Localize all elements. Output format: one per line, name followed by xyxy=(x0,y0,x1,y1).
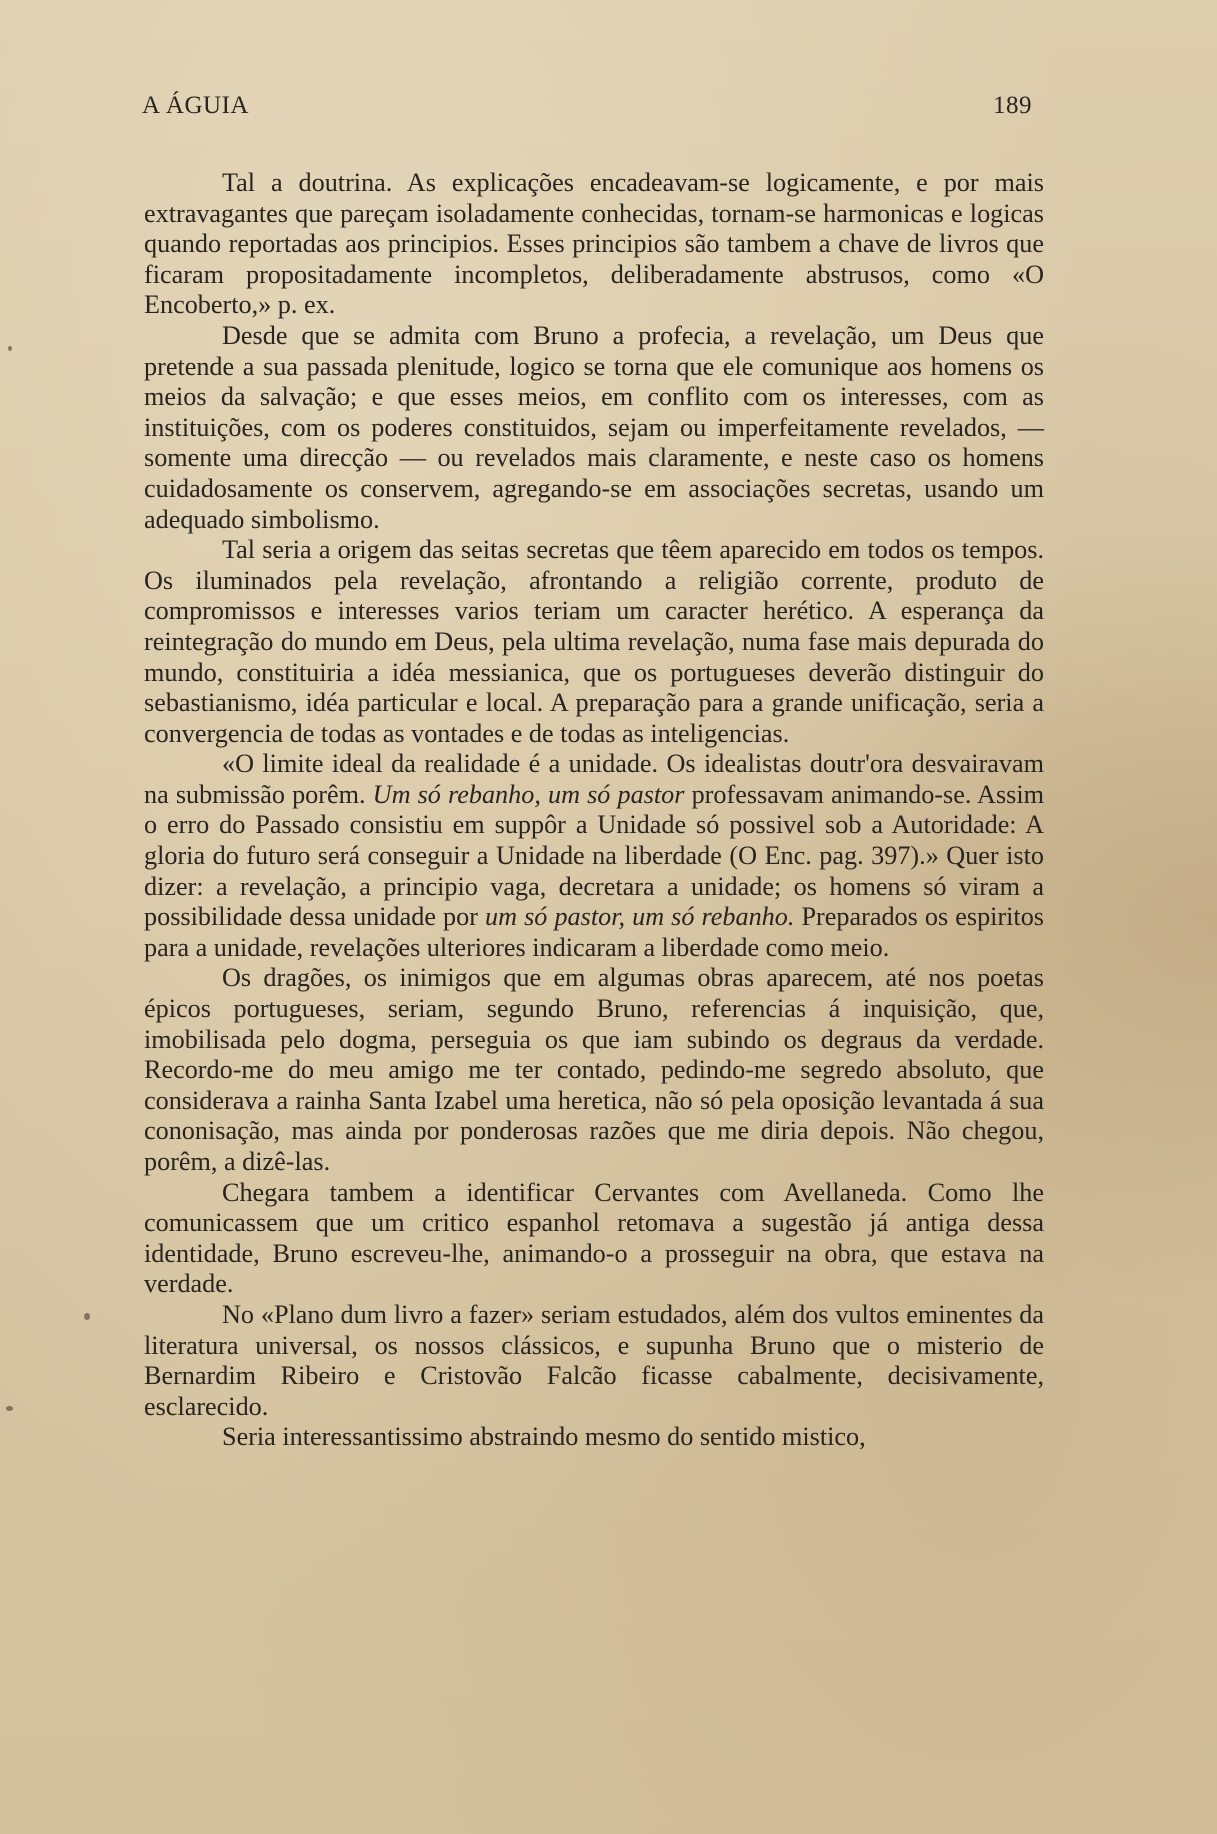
text-run: No «Plano dum livro a fazer» seriam estudados, além dos vultos eminentes da literatura universal, os nossos clássicos, e supunha Bruno que o misterio de Bernardim Ribeiro e Cristovão Falcão ficasse cabalmente, decisivamente, esclarecido. xyxy=(144,1299,1044,1421)
paragraph xyxy=(144,1300,1044,1422)
ink-speck xyxy=(6,1406,13,1411)
text-run: «O limite ideal da realidade é a unidade. Os idealistas doutr'ora desvairavam na submissão porêm. xyxy=(144,749,1044,809)
paragraph xyxy=(144,168,1044,321)
paragraph xyxy=(144,963,1044,1177)
italic-text: um só pastor, um só rebanho. xyxy=(485,902,795,932)
ink-speck xyxy=(8,346,12,351)
page-number: 189 xyxy=(993,92,1032,119)
running-head xyxy=(142,92,1032,126)
ink-speck xyxy=(84,1313,90,1320)
paragraph xyxy=(144,321,1044,535)
italic-text: Um só rebanho, um só pastor xyxy=(372,779,685,809)
text-run: professavam animando-se. Assim o erro do Passado consistiu em suppôr a Unidade só possivel sob a Autoridade: A gloria do futuro será conseguir a Unidade na liberdade (O Enc. pag. 397).» Quer isto dizer: a revelação, a principio vaga, decretara a unidade; os homens só viram a possibilidade dessa unidade por xyxy=(144,779,1044,932)
text-run: Os dragões, os inimigos que em algumas obras aparecem, até nos poetas épicos portugueses, seriam, segundo Bruno, referencias á inquisição, que, imobilisada pelo dogma, perseguia os que iam subindo os degraus da verdade. Recordo-me do meu amigo me ter contado, pedindo-me segredo absoluto, que considerava a rainha Santa Izabel uma heretica, não só pela oposição levantada á sua cononisação, mas ainda por ponderosas razões que me diria depois. Não chegou, porêm, a dizê-las. xyxy=(144,963,1044,1176)
paragraph xyxy=(144,1178,1044,1300)
journal-title: A ÁGUIA xyxy=(142,92,249,119)
body-text xyxy=(144,168,1044,1453)
text-run: Desde que se admita com Bruno a profecia, a revelação, um Deus que pretende a sua passada plenitude, logico se torna que ele comunique aos homens os meios da salvação; e que esses meios, em conflito com os interesses, com as instituições, com os poderes constituidos, sejam ou imperfeitamente revelados, — somente uma direcção — ou revelados mais claramente, e neste caso os homens cuidadosamente os conservem, agregando-se em associações secretas, usando um adequado simbolismo. xyxy=(144,320,1044,534)
text-run: Tal a doutrina. As explicações encadeavam-se logicamente, e por mais extravagantes que pareçam isoladamente conhecidas, tornam-se harmonicas e logicas quando reportadas aos principios. Esses principios são tambem a chave de livros que ficaram propositadamente incompletos, deliberadamente abstrusos, como «O Encoberto,» p. ex. xyxy=(144,168,1044,320)
text-run: Tal seria a origem das seitas secretas que têem aparecido em todos os tempos. Os iluminados pela revelação, afrontando a religião corrente, produto de compromissos e interesses varios teriam um caracter herético. A esperança da reintegração do mundo em Deus, pela ultima revelação, numa fase mais depurada do mundo, constituiria a idéa messianica, que os portugueses deverão distinguir do sebastianismo, idéa particular e local. A preparação para a grande unificação, seria a convergencia de todas as vontades e de todas as inteligencias. xyxy=(144,535,1044,748)
paragraph xyxy=(144,749,1044,963)
text-run: Chegara tambem a identificar Cervantes com Avellaneda. Como lhe comunicassem que um critico espanhol retomava a sugestão já antiga dessa identidade, Bruno escreveu-lhe, animando-o a prosseguir na obra, que estava na verdade. xyxy=(144,1177,1044,1299)
paragraph xyxy=(144,1422,1044,1453)
text-run: Preparados os espiritos para a unidade, revelações ulteriores indicaram a liberdade como meio. xyxy=(144,902,1044,962)
paragraph xyxy=(144,535,1044,749)
text-run: Seria interessantissimo abstraindo mesmo do sentido mistico, xyxy=(222,1422,866,1452)
